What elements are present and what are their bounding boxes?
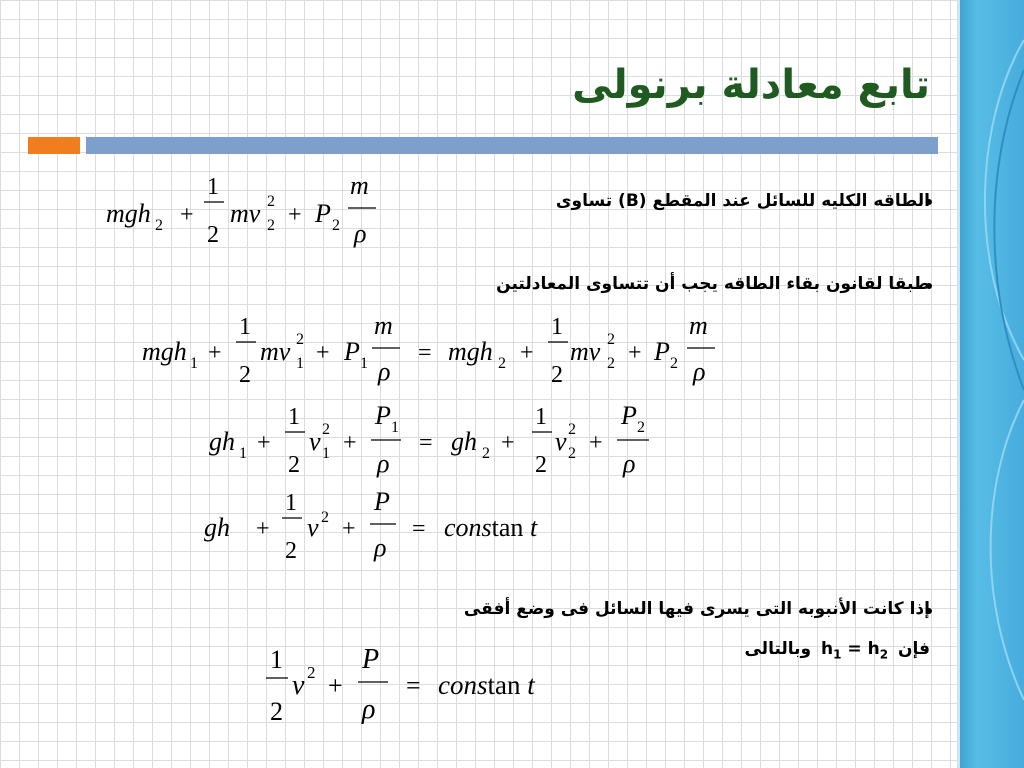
equation-energy-b [100,172,390,252]
svg-text:2: 2 [267,217,275,234]
svg-text:ρ: ρ [362,694,376,725]
svg-text:2: 2 [637,419,645,436]
svg-text:mv: mv [230,199,261,228]
svg-text:2: 2 [155,217,163,234]
svg-text:P: P [362,644,380,675]
svg-text:2: 2 [207,222,219,248]
svg-text:1: 1 [207,174,219,200]
svg-text:2: 2 [321,509,329,526]
svg-text:2: 2 [288,452,300,478]
svg-text:ρ: ρ [354,219,367,248]
svg-text:2: 2 [551,362,563,388]
svg-text:2: 2 [482,445,490,462]
svg-text:+: + [328,671,343,700]
svg-text:constan t: constan t [438,670,535,700]
svg-text:+: + [257,430,271,456]
svg-text:1: 1 [296,355,304,372]
svg-text:+: + [180,202,194,228]
svg-text:1: 1 [285,490,297,516]
bullet-3-prefix: فإن [897,639,930,659]
svg-text:mv: mv [570,337,601,366]
svg-text:ρ: ρ [377,449,390,478]
svg-text:mgh: mgh [106,199,151,228]
side-decoration-band [957,0,1024,768]
svg-text:+: + [343,430,357,456]
svg-text:=: = [412,516,426,542]
svg-text:1: 1 [239,314,251,340]
svg-text:gh: gh [204,513,230,542]
svg-text:+: + [256,516,270,542]
svg-text:gh: gh [209,427,235,456]
svg-text:mv: mv [260,337,291,366]
svg-text:2: 2 [239,362,251,388]
svg-text:+: + [208,340,222,366]
svg-text:2: 2 [332,217,340,234]
equation-conservation [138,312,718,392]
title-rule-orange [28,137,80,154]
svg-text:1: 1 [535,404,547,430]
svg-text:1: 1 [239,445,247,462]
svg-text:+: + [628,340,642,366]
svg-text:ρ: ρ [693,357,706,386]
svg-text:+: + [342,516,356,542]
equation-general [200,488,570,570]
svg-text:+: + [288,202,302,228]
svg-text:2: 2 [607,331,615,348]
bullet-text-3-line1: إذا كانت الأنبوبه التى يسرى فيها السائل فى وضع أفقى [463,599,930,619]
svg-text:P: P [374,488,390,516]
svg-text:1: 1 [190,355,198,372]
svg-text:2: 2 [670,355,678,372]
svg-text:P: P [621,401,637,430]
svg-text:2: 2 [568,421,576,438]
svg-text:2: 2 [270,697,283,726]
svg-text:+: + [520,340,534,366]
equation-divided [205,400,655,482]
svg-text:2: 2 [568,445,576,462]
svg-text:=: = [418,340,432,366]
svg-text:P: P [654,337,670,366]
svg-text:2: 2 [296,331,304,348]
svg-text:2: 2 [267,193,275,210]
svg-text:v: v [292,670,305,701]
svg-text:1: 1 [288,404,300,430]
title-rule-blue [86,137,938,154]
svg-text:2: 2 [285,538,297,564]
svg-text:m: m [374,312,393,340]
svg-text:gh: gh [451,427,477,456]
svg-text:v: v [555,427,567,456]
svg-text:ρ: ρ [378,357,391,386]
svg-text:ρ: ρ [374,533,387,562]
svg-text:v: v [307,513,319,542]
svg-text:2: 2 [498,355,506,372]
svg-text:2: 2 [307,663,316,682]
bullet-3-suffix: وبالتالى [744,639,812,659]
svg-text:m: m [689,312,708,340]
svg-text:+: + [589,430,603,456]
svg-text:1: 1 [391,419,399,436]
svg-text:mgh: mgh [448,337,493,366]
svg-text:ρ: ρ [623,449,636,478]
svg-text:P: P [315,199,331,228]
svg-text:1: 1 [551,314,563,340]
svg-text:1: 1 [270,645,283,674]
svg-text:2: 2 [535,452,547,478]
side-band-curves [957,0,1024,768]
svg-text:1: 1 [360,355,368,372]
svg-text:m: m [350,172,369,200]
svg-text:P: P [344,337,360,366]
svg-text:2: 2 [607,355,615,372]
svg-text:=: = [406,671,421,700]
svg-text:+: + [501,430,515,456]
bullet-text-1: الطاقه الكليه للسائل عند المقطع (B) تساوى [555,191,930,211]
svg-text:constan t: constan t [444,513,538,542]
svg-text:2: 2 [322,421,330,438]
svg-text:+: + [316,340,330,366]
condition-h1-h2: $h_1 = h_2$ [821,639,889,662]
slide-title: تابع معادلة برنولى [572,62,930,108]
svg-text:1: 1 [322,445,330,462]
bullet-text-2: طبقا لقانون بقاء الطاقه يجب أن تتساوى المعادلتين [496,274,930,294]
svg-text:v: v [309,427,321,456]
svg-text:P: P [375,401,391,430]
svg-text:mgh: mgh [142,337,187,366]
svg-text:=: = [419,430,433,456]
equation-horizontal [262,640,572,728]
